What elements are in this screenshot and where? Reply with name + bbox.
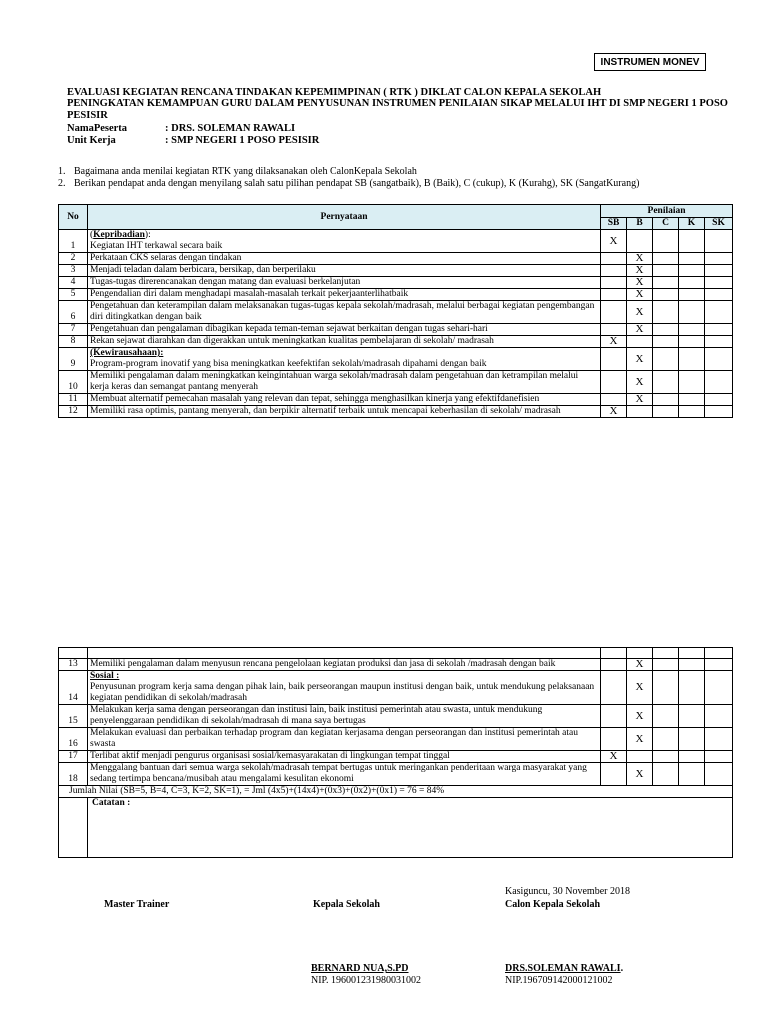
- work-unit-label: Unit Kerja: [67, 135, 116, 146]
- statement-text: Menjadi teladan dalam berbicara, bersikap, dan berperilaku: [90, 265, 316, 275]
- statement-text: Kegiatan IHT terkawal secara baik: [90, 241, 223, 251]
- rating-cell-b: [627, 751, 653, 763]
- rating-cell-b: [627, 230, 653, 253]
- rating-cell-c: [653, 371, 679, 394]
- rating-cell-sb: X: [601, 230, 627, 253]
- rating-cell-sk: [705, 277, 733, 289]
- table-row: [59, 751, 733, 763]
- row-number: 2: [59, 253, 88, 265]
- rating-cell-c: [653, 277, 679, 289]
- rating-cell-c: [653, 728, 679, 751]
- row-number: 18: [59, 763, 88, 786]
- row-statement: [88, 230, 601, 253]
- rating-cell-c: [653, 336, 679, 348]
- rating-cell-k: [679, 406, 705, 418]
- row-statement: [88, 336, 601, 348]
- row-number: 13: [59, 659, 88, 671]
- rating-cell-sb: [601, 371, 627, 394]
- document-title-line-2: PENINGKATAN KEMAMPUAN GURU DALAM PENYUSUNAN INSTRUMEN PENILAIAN SIKAP MELALUI IHT DI SMP NEGERI 1 POSO: [67, 98, 728, 109]
- statement-text: Memiliki pengalaman dalam menyusun rencana pengelolaan kegiatan produksi dan jasa di sekolah /madrasah dengan baik: [90, 659, 556, 669]
- table-row: [59, 705, 733, 728]
- rating-cell-b: [627, 336, 653, 348]
- statement-text: Pengetahuan dan keterampilan dalam melaksanakan tugas-tugas kepala sekolah/madrasah, melalui berbagai kegiatan pengembangan diri ditingkatkan dengan baik: [90, 301, 595, 322]
- table-row: [59, 230, 733, 253]
- row-statement: [88, 324, 601, 336]
- header-sk: SK: [705, 218, 733, 230]
- table-row: [59, 763, 733, 786]
- row-number: 10: [59, 371, 88, 394]
- header-no: No: [59, 205, 88, 230]
- candidate-nip: NIP.196709142000121002: [505, 975, 613, 986]
- document-title-line-1: EVALUASI KEGIATAN RENCANA TINDAKAN KEPEMIMPINAN ( RTK ) DIKLAT CALON KEPALA SEKOLAH: [67, 87, 602, 98]
- rating-cell-k: [679, 265, 705, 277]
- rating-cell-sb: X: [601, 406, 627, 418]
- table-row: [59, 265, 733, 277]
- participant-name-row: [67, 123, 295, 135]
- rating-cell-b: X: [627, 301, 653, 324]
- table-row: [59, 289, 733, 301]
- rating-cell-sb: [601, 324, 627, 336]
- table-row: [59, 324, 733, 336]
- rating-cell-c: [653, 348, 679, 371]
- rating-cell-c: [653, 705, 679, 728]
- rating-cell-c: [653, 289, 679, 301]
- section-heading: Sosial :: [90, 671, 120, 681]
- row-statement: [88, 348, 601, 371]
- row-statement: [88, 705, 601, 728]
- table-row: [59, 728, 733, 751]
- rating-cell-k: [679, 705, 705, 728]
- rating-cell-b: X: [627, 253, 653, 265]
- statement-text: Melakukan kerja sama dengan perseorangan dan institusi lain, baik institusi pemerintah atau swasta, untuk mendukung penyelenggaraan pendidikan di sekolah/madrasah di mana saya bertugas: [90, 705, 543, 726]
- row-number: 4: [59, 277, 88, 289]
- row-number: 14: [59, 671, 88, 705]
- instrument-badge: INSTRUMEN MONEV: [594, 53, 706, 71]
- statement-text: Perkataan CKS selaras dengan tindakan: [90, 253, 242, 263]
- rating-cell-b: X: [627, 371, 653, 394]
- rating-cell-k: [679, 728, 705, 751]
- rating-cell-k: [679, 659, 705, 671]
- rating-cell-b: X: [627, 659, 653, 671]
- rating-cell-b: X: [627, 671, 653, 705]
- rating-cell-sk: [705, 659, 733, 671]
- evaluation-table-page-2: [58, 647, 733, 858]
- rating-cell-k: [679, 324, 705, 336]
- section-heading: (Kewirausahaan):: [90, 348, 164, 358]
- instruction-text: Berikan pendapat anda dengan menyilang salah satu pilihan pendapat SB (sangatbaik), B (Baik), C (cukup), K (Kurahg), SK (SangatKurang): [74, 178, 640, 189]
- header-b: B: [627, 218, 653, 230]
- rating-cell-sb: X: [601, 336, 627, 348]
- rating-cell-sb: [601, 705, 627, 728]
- notes-label: Catatan :: [88, 798, 733, 858]
- rating-cell-b: X: [627, 289, 653, 301]
- rating-cell-c: [653, 265, 679, 277]
- rating-cell-sb: X: [601, 751, 627, 763]
- rating-cell-k: [679, 371, 705, 394]
- statement-text: Memiliki rasa optimis, pantang menyerah, dan berpikir alternatif terbaik untuk mencapai keberhasilan di sekolah/ madrasah: [90, 406, 561, 416]
- row-statement: [88, 728, 601, 751]
- rating-cell-sb: [601, 763, 627, 786]
- instruction-number: 1.: [58, 166, 66, 177]
- rating-cell-c: [653, 671, 679, 705]
- rating-cell-sk: [705, 751, 733, 763]
- rating-cell-sb: [601, 394, 627, 406]
- blank-top-row: [59, 648, 733, 659]
- instruction-number: 2.: [58, 178, 66, 189]
- rating-cell-sk: [705, 394, 733, 406]
- statement-text: Membuat alternatif pemecahan masalah yang relevan dan tepat, sehingga menghasilkan kinerja yang efektifdanefisien: [90, 394, 540, 404]
- rating-cell-k: [679, 277, 705, 289]
- table-row: [59, 371, 733, 394]
- statement-text: Pengendalian diri dalam menghadapi masalah-masalah terkait pekerjaanterlihatbaik: [90, 289, 409, 299]
- table-row: [59, 659, 733, 671]
- rating-cell-c: [653, 301, 679, 324]
- table-row: [59, 277, 733, 289]
- rating-cell-k: [679, 751, 705, 763]
- participant-name-value: : DRS. SOLEMAN RAWALI: [165, 123, 296, 134]
- table-row: [59, 253, 733, 265]
- statement-text: Memiliki pengalaman dalam meningkatkan keingintahuan warga sekolah/madrasah dalam pengetahuan dan ketrampilan melalui kerja keras dan semangat pantang menyerah: [90, 371, 579, 392]
- row-number: 1: [59, 230, 88, 253]
- rating-cell-k: [679, 671, 705, 705]
- row-number: 12: [59, 406, 88, 418]
- row-number: 11: [59, 394, 88, 406]
- candidate-name: DRS.SOLEMAN RAWALI.: [505, 963, 624, 974]
- table-row: [59, 394, 733, 406]
- document-title-line-3: PESISIR: [67, 110, 108, 121]
- row-number: 5: [59, 289, 88, 301]
- rating-cell-sk: [705, 763, 733, 786]
- row-statement: [88, 277, 601, 289]
- rating-cell-b: X: [627, 763, 653, 786]
- row-statement: [88, 406, 601, 418]
- row-number: 3: [59, 265, 88, 277]
- row-number: 15: [59, 705, 88, 728]
- instruction-2: [58, 178, 708, 202]
- role-master-trainer: Master Trainer: [104, 899, 170, 910]
- rating-cell-sk: [705, 348, 733, 371]
- rating-cell-c: [653, 394, 679, 406]
- row-statement: [88, 751, 601, 763]
- rating-cell-b: X: [627, 324, 653, 336]
- header-c: C: [653, 218, 679, 230]
- participant-name-label: NamaPeserta: [67, 123, 128, 134]
- header-rating: Penilaian: [601, 205, 733, 218]
- rating-cell-k: [679, 394, 705, 406]
- statement-text: Penyusunan program kerja sama dengan pihak lain, baik perseorangan maupun institusi dengan baik, untuk mendukung pelaksanaan kegiatan pendidikan di sekolah/madrasah: [90, 682, 595, 703]
- statement-text: Program-program inovatif yang bisa meningkatkan keefektifan sekolah/madrasah dipahami dengan baik: [90, 359, 487, 369]
- rating-cell-sb: [601, 659, 627, 671]
- rating-cell-sk: [705, 253, 733, 265]
- work-unit-row: [67, 135, 319, 147]
- rating-cell-sb: [601, 728, 627, 751]
- header-sb: SB: [601, 218, 627, 230]
- rating-cell-k: [679, 763, 705, 786]
- rating-cell-b: X: [627, 277, 653, 289]
- rating-cell-c: [653, 230, 679, 253]
- instruction-1: [58, 166, 708, 178]
- row-statement: [88, 394, 601, 406]
- principal-name: BERNARD NUA,S.PD: [311, 963, 409, 974]
- rating-cell-k: [679, 253, 705, 265]
- evaluation-table-page-1: [58, 204, 733, 418]
- work-unit-value: : SMP NEGERI 1 POSO PESISIR: [165, 135, 320, 146]
- rating-cell-sk: [705, 265, 733, 277]
- rating-cell-sb: [601, 265, 627, 277]
- rating-cell-sb: [601, 253, 627, 265]
- rating-cell-b: X: [627, 705, 653, 728]
- rating-cell-sk: [705, 406, 733, 418]
- rating-cell-sk: [705, 289, 733, 301]
- rating-cell-sb: [601, 671, 627, 705]
- rating-cell-c: [653, 253, 679, 265]
- row-statement: [88, 289, 601, 301]
- statement-text: Pengetahuan dan pengalaman dibagikan kepada teman-teman sejawat berkaitan dengan tugas sehari-hari: [90, 324, 488, 334]
- place-date: Kasiguncu, 30 November 2018: [505, 886, 630, 897]
- row-number: 16: [59, 728, 88, 751]
- rating-cell-b: X: [627, 394, 653, 406]
- table-row: [59, 348, 733, 371]
- rating-cell-sb: [601, 277, 627, 289]
- rating-cell-b: X: [627, 728, 653, 751]
- total-row: [59, 786, 733, 798]
- rating-cell-b: X: [627, 265, 653, 277]
- row-number: 17: [59, 751, 88, 763]
- role-principal-candidate: Calon Kepala Sekolah: [505, 899, 601, 910]
- statement-text: Tugas-tugas direrencanakan dengan matang dan evaluasi berkelanjutan: [90, 277, 361, 287]
- row-statement: [88, 671, 601, 705]
- table-row: [59, 406, 733, 418]
- header-statement: Pernyataan: [88, 205, 601, 230]
- rating-cell-k: [679, 301, 705, 324]
- row-statement: [88, 301, 601, 324]
- rating-cell-c: [653, 763, 679, 786]
- row-statement: [88, 659, 601, 671]
- notes-row: [59, 798, 733, 858]
- rating-cell-sk: [705, 230, 733, 253]
- statement-text: Melakukan evaluasi dan perbaikan terhadap program dan kegiatan kerjasama dengan perseorangan dan institusi pemerintah atau swasta: [90, 728, 579, 749]
- instruction-text: Bagaimana anda menilai kegiatan RTK yang dilaksanakan oleh CalonKepala Sekolah: [74, 166, 417, 177]
- row-number: 6: [59, 301, 88, 324]
- statement-text: Rekan sejawat diarahkan dan digerakkan untuk meningkatkan kualitas pembelajaran di sekolah/ madrasah: [90, 336, 494, 346]
- total-score: Jumlah Nilai (SB=5, B=4, C=3, K=2, SK=1), = Jml (4x5)+(14x4)+(0x3)+(0x2)+(0x1) = 76 = 84%: [59, 786, 733, 798]
- rating-cell-k: [679, 348, 705, 371]
- rating-cell-c: [653, 751, 679, 763]
- rating-cell-sk: [705, 728, 733, 751]
- rating-cell-b: [627, 406, 653, 418]
- rating-cell-c: [653, 324, 679, 336]
- rating-cell-sk: [705, 705, 733, 728]
- table-row: [59, 671, 733, 705]
- table-row: [59, 336, 733, 348]
- row-number: 7: [59, 324, 88, 336]
- principal-nip: NIP. 196001231980031002: [311, 975, 422, 986]
- row-number: 9: [59, 348, 88, 371]
- row-statement: [88, 763, 601, 786]
- row-statement: [88, 371, 601, 394]
- row-number: 8: [59, 336, 88, 348]
- rating-cell-k: [679, 336, 705, 348]
- statement-text: Menggalang bantuan dari semua warga sekolah/madrasah tempat bertugas untuk meringankan penderitaan warga masyarakat yang sedang tertimpa bencana/musibah atau mengalami kesulitan ekonomi: [90, 763, 587, 784]
- rating-cell-sk: [705, 336, 733, 348]
- section-heading: (Kepribadian):: [90, 230, 151, 240]
- rating-cell-sk: [705, 301, 733, 324]
- rating-cell-c: [653, 406, 679, 418]
- rating-cell-sb: [601, 301, 627, 324]
- table-body-page-2: [59, 648, 733, 786]
- rating-cell-sb: [601, 289, 627, 301]
- rating-cell-sb: [601, 348, 627, 371]
- rating-cell-c: [653, 659, 679, 671]
- rating-cell-sk: [705, 671, 733, 705]
- row-statement: [88, 265, 601, 277]
- rating-cell-k: [679, 230, 705, 253]
- table-row: [59, 301, 733, 324]
- statement-text: Terlibat aktif menjadi pengurus organisasi sosial/kemasyarakatan di lingkungan tempat tinggal: [90, 751, 450, 761]
- header-k: K: [679, 218, 705, 230]
- rating-cell-sk: [705, 371, 733, 394]
- table-body-page-1: [59, 230, 733, 418]
- row-statement: [88, 253, 601, 265]
- rating-cell-b: X: [627, 348, 653, 371]
- role-principal: Kepala Sekolah: [313, 899, 380, 910]
- rating-cell-k: [679, 289, 705, 301]
- rating-cell-sk: [705, 324, 733, 336]
